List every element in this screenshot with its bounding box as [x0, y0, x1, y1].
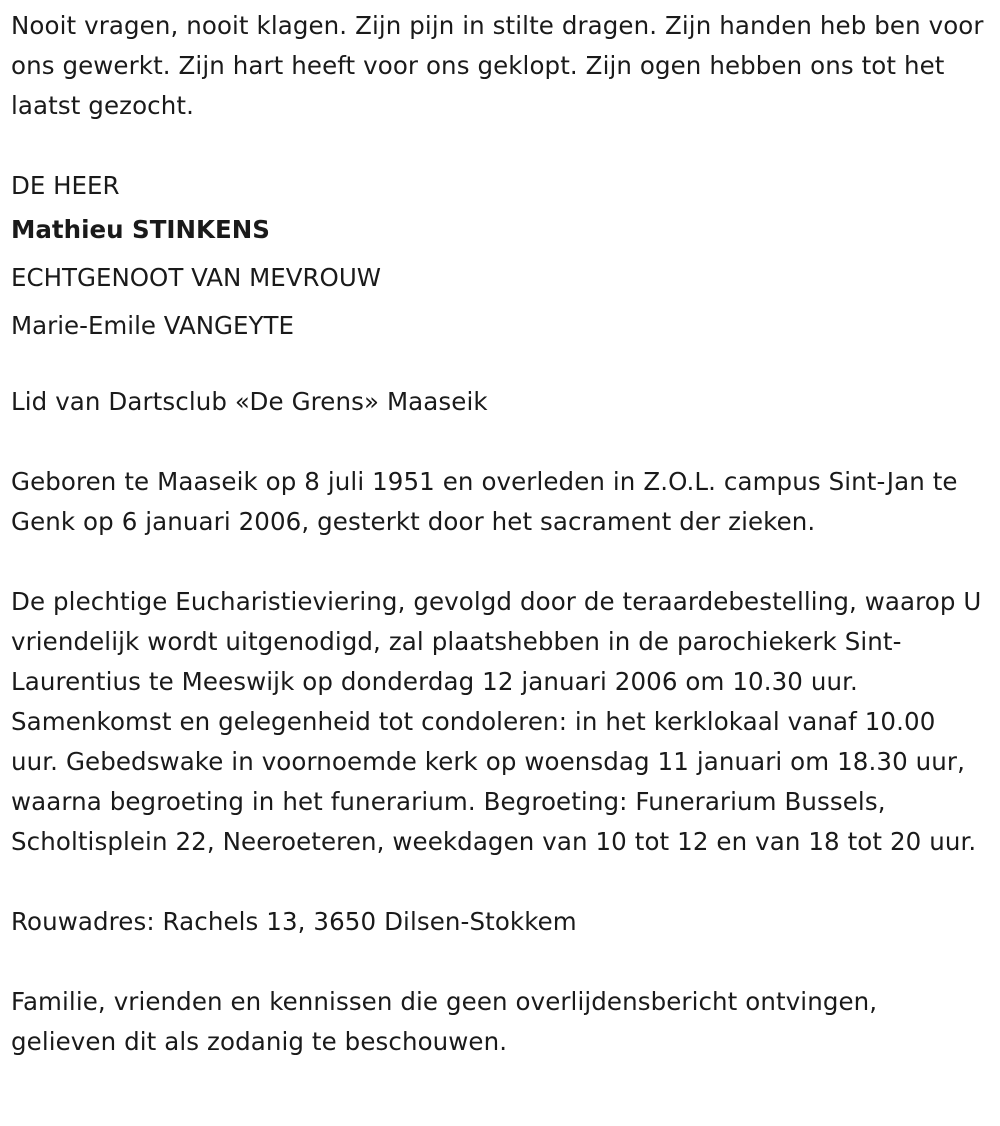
ceremony-text: De plechtige Eucharistieviering, gevolgd door de teraardebestelling, waarop U vriendelijk wordt uitgenodigd, zal plaatshebben in de parochiekerk Sint-Laurentius te Meeswijk op donderdag 12 januari 2006 om 10.30 uur. Samenkomst en gelegenheid tot condoleren: in het kerklokaal vanaf 10.00 uur. Gebedswake in voornoemde kerk op woensdag 11 januari om 18.30 uur, waarna begroeting in het funerarium. Begroeting: Funerarium Bussels, Scholtisplein 22, Neeroeteren, weekdagen van 10 tot 12 en van 18 tot 20 uur.	[11, 587, 982, 856]
spacer	[11, 942, 990, 982]
deceased-title: DE HEER	[11, 171, 120, 200]
deceased-block	[11, 166, 990, 350]
closing-text: Familie, vrienden en kennissen die geen overlijdensbericht ontvingen, gelieven dit als zodanig te beschouwen.	[11, 987, 878, 1056]
spacer	[11, 126, 990, 166]
spacer	[11, 862, 990, 902]
spacer	[11, 350, 990, 382]
membership-text: Lid van Dartsclub «De Grens» Maaseik	[11, 387, 488, 416]
spouse-name: Marie-Emile VANGEYTE	[11, 311, 294, 340]
poem-text: Nooit vragen, nooit klagen. Zijn pijn in stilte dragen. Zijn handen heb ben voor ons gewerkt. Zijn hart heeft voor ons geklopt. Zijn ogen hebben ons tot het laatst gezocht.	[11, 11, 984, 120]
address-text: Rouwadres: Rachels 13, 3650 Dilsen-Stokkem	[11, 907, 577, 936]
spacer	[11, 422, 990, 462]
deceased-relation: ECHTGENOOT VAN MEVROUW	[11, 263, 382, 292]
spacer	[11, 542, 990, 582]
deceased-name: Mathieu STINKENS	[11, 215, 270, 244]
birth-death-text: Geboren te Maaseik op 8 juli 1951 en overleden in Z.O.L. campus Sint-Jan te Genk op 6 januari 2006, gesterkt door het sacrament der zieken.	[11, 467, 958, 536]
